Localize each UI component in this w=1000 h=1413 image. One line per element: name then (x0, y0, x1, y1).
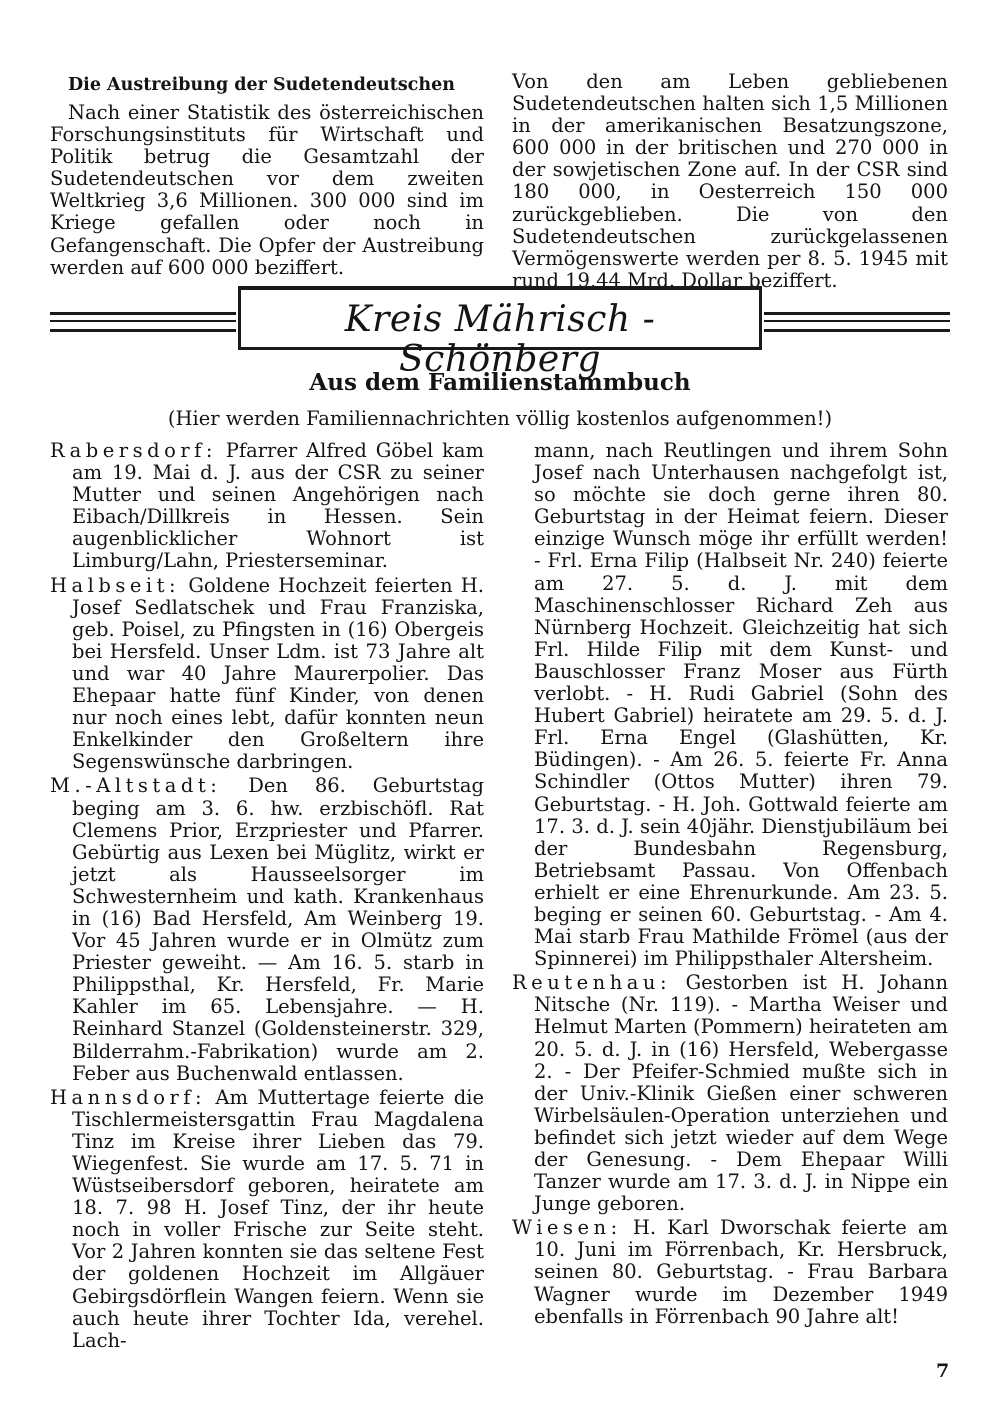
entry-place: M.-Altstadt: (50, 774, 222, 798)
entry-text: Gestorben ist H. Johann Nitsche (Nr. 119). - Martha Weiser und Helmut Marten (Pommern) heirateten am 20. 5. d. J. in (16) Hersfeld, Webergasse 2. - Der Pfeifer-Schmied mußte sich in der Univ.-Klinik Gießen einer schweren Wirbelsäulen-Operation unterziehen und befindet sich jetzt wieder auf dem Wege der Genesung. - Dem Ehepaar Willi Tanzer wurde am 17. 3. d. J. in Nippe ein Junge geboren. (534, 971, 949, 1216)
right-column (512, 440, 948, 1330)
entry-hannsdorf-continued (512, 440, 948, 970)
intro-right-column (512, 71, 948, 292)
entry-text: H. Karl Dworschak feierte am 10. Juni im Förrenbach, Kr. Hersbruck, seinen 80. Geburtstag. - Frau Barbara Wagner wurde im Dezember 1949 ebenfalls in Förrenbach 90 Jahre alt! (534, 1216, 949, 1328)
entry-halbseit (50, 575, 484, 774)
entry-place: Wiesen: (512, 1216, 622, 1240)
entry-m-altstadt (50, 775, 484, 1084)
entry-place: Halbseit: (50, 573, 181, 597)
entry-rabersdorf (50, 440, 484, 573)
entry-text: Am Muttertage feierte die Tischlermeistersgattin Frau Magdalena Tinz im Kreise ihrer Lieben das 79. Wiegenfest. Sie wurde am 17. 5. 71 in Wüstseibersdorf geboren, heiratete am 18. 7. 98 H. Josef Tinz, der ihr heute noch in voller Frische zur Seite steht. Vor 2 Jahren konnten sie das seltene Fest der goldenen Hochzeit im Allgäuer Gebirgsdörflein Wangen feiern. Wenn sie auch heute ihrer Tochter Ida, verehel. Lach- (72, 1085, 484, 1352)
banner-rule-left (50, 312, 236, 332)
entry-place: Reutenhau: (512, 971, 672, 995)
entry-place: Hannsdorf: (50, 1085, 207, 1109)
banner-box (238, 286, 762, 380)
left-column (50, 440, 484, 1354)
banner-title: Kreis Mährisch - Schönberg (344, 299, 656, 380)
intro-paragraph-right: Von den am Leben gebliebenen Sudetendeutschen halten sich 1,5 Millionen in der amerikanischen Besatzungszone, 600 000 in der britischen und 270 000 in der sowjetischen Zone auf. In der CSR sind 180 000, in Oesterreich 150 000 zurückgeblieben. Die von den Sudetendeutschen zurückgelassenen Vermögenswerte werden per 8. 5. 1945 mit rund 19,44 Mrd. Dollar beziffert. (512, 70, 948, 292)
entry-reutenhau (512, 972, 948, 1215)
entry-text: Den 86. Geburtstag beging am 3. 6. hw. erzbischöfl. Rat Clemens Prior, Erzpriester und Pfarrer. Gebürtig aus Lexen bei Müglitz, wirkt er jetzt als Hausseelsorger im Schwesternheim und kath. Krankenhaus in (16) Bad Hersfeld, Am Weinberg 19. Vor 45 Jahren wurde er in Olmütz zum Priester geweiht. — Am 16. 5. starb in Philippsthal, Kr. Hersfeld, Fr. Marie Kahler im 65. Lebensjahre. — H. Reinhard Stanzel (Goldensteinerstr. 329, Bilderrahm.-Fabrikation) wurde am 2. Feber aus Buchenwald entlassen. (72, 774, 484, 1085)
entry-wiesen (512, 1217, 948, 1327)
entry-text: mann, nach Reutlingen und ihrem Sohn Josef nach Unterhausen nachgefolgt ist, so möchte sie doch gerne ihren 80. Geburtstag in der Heimat feiern. Dieser einzige Wunsch möge ihr erfüllt werden! - Frl. Erna Filip (Halbseit Nr. 240) feierte am 27. 5. d. J. mit dem Maschinenschlosser Richard Zeh aus Nürnberg Hochzeit. Gleichzeitig hat sich Frl. Hilde Filip mit dem Kunst- und Bauschlosser Franz Moser aus Fürth verlobt. - H. Rudi Gabriel (Sohn des Hubert Gabriel) heiratete am 29. 5. d. J. Frl. Erna Engel (Glashütten, Kr. Büdingen). - Am 26. 5. feierte Fr. Anna Schindler (Ottos Mutter) ihren 79. Geburtstag. - H. Joh. Gottwald feierte am 17. 3. d. J. sein 40jähr. Dienstjubiläum bei der Bundesbahn Regensburg, Betriebsamt Passau. Von Offenbach erhielt er eine Ehrenurkunde. Am 23. 5. beging er seinen 60. Geburtstag. - Am 4. Mai starb Frau Mathilde Frömel (aus der Spinnerei) im Philippsthaler Altersheim. (534, 439, 948, 971)
banner-rule-right (764, 312, 950, 332)
entry-hannsdorf (50, 1087, 484, 1352)
intro-left-column (50, 74, 484, 279)
intro-heading: Die Austreibung der Sudetendeutschen (68, 75, 455, 95)
intro-paragraph-left: Nach einer Statistik des österreichischen Forschungsinstituts für Wirtschaft und Politik betrug die Gesamtzahl der Sudetendeutschen vor dem zweiten Weltkrieg 3,6 Millionen. 300 000 sind im Kriege gefallen oder noch in Gefangenschaft. Die Opfer der Austreibung werden auf 600 000 beziffert. (50, 101, 484, 279)
section-subheading: (Hier werden Familiennachrichten völlig kostenlos aufgenommen!) (167, 407, 833, 430)
entry-place: Rabersdorf: (50, 439, 217, 462)
district-banner (50, 286, 950, 380)
entry-text: Pfarrer Alfred Göbel kam am 19. Mai d. J. aus der CSR zu seiner Mutter und seinen Angehörigen nach Eibach/Dillkreis in Hessen. Sein augenblicklicher Wohnort ist Limburg/Lahn, Priesterseminar. (72, 439, 484, 573)
entry-text: Goldene Hochzeit feierten H. Josef Sedlatschek und Frau Franziska, geb. Poisel, zu Pfingsten in (16) Obergeis bei Hersfeld. Unser Ldm. ist 73 Jahre alt und war 40 Jahre Maurerpolier. Das Ehepaar hatte fünf Kinder, von denen nur noch eines lebt, dafür konnten neun Enkelkinder den Großeltern ihre Segenswünsche darbringen. (72, 573, 484, 774)
page-number: 7 (936, 1360, 950, 1382)
section-heading: Aus dem Familienstammbuch (309, 369, 691, 396)
